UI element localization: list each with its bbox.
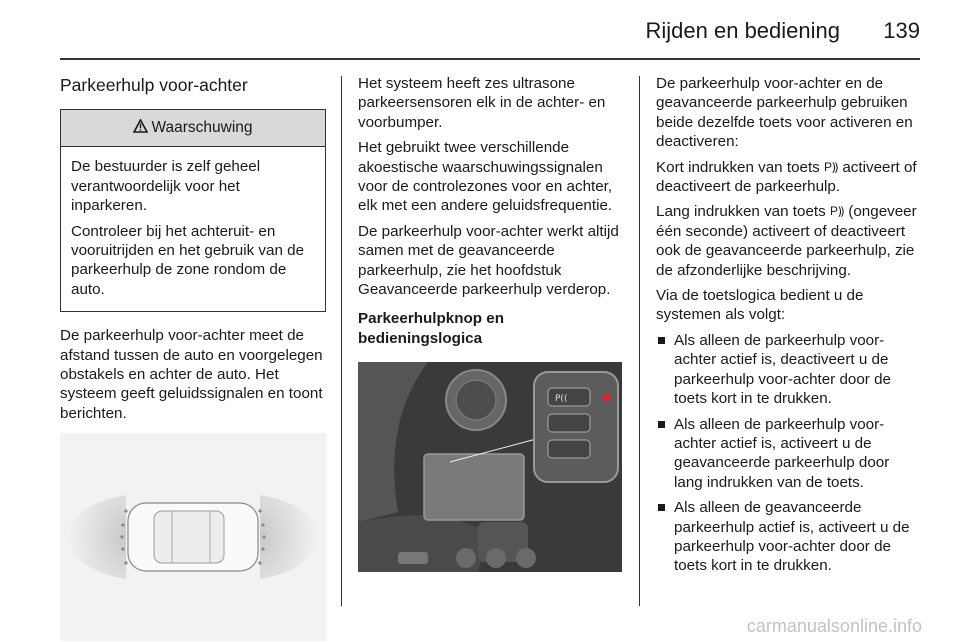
body-paragraph-1: De parkeerhulp voor-achter en de geavanceerde parkeerhulp gebruiken beide dezelfde toets voor activeren en deactiveren: <box>656 75 913 151</box>
warning-body <box>61 147 325 311</box>
parking-sensor-zones-illustration <box>60 433 326 641</box>
list-item <box>656 415 922 493</box>
list-item <box>656 331 922 409</box>
page-header <box>60 14 920 52</box>
text-segment: Lang indrukken van toets <box>656 203 826 221</box>
warning-text-2: Controleer bij het achteruit- en vooruitrijden en het gebruik van de parkeerhulp de zone rondom de auto. <box>71 222 305 298</box>
body-paragraph-4: Via de toetslogica bedient u de systemen als volgt: <box>656 287 864 324</box>
text-segment: activeert of deactiveert de parkeerhulp. <box>656 158 917 196</box>
page-number: 139 <box>883 18 920 43</box>
chapter-title: Rijden en bediening <box>645 18 840 43</box>
header-rule <box>60 58 920 60</box>
body-paragraph-2: Het gebruikt twee verschillende akoestische waarschuwingssignalen voor de controlezones voor en achter, elk met een andere geluidsfrequentie. <box>358 139 613 215</box>
body-paragraph-2 <box>656 158 922 197</box>
list-item-text: Als alleen de geavanceerde parkeerhulp actief is, activeert u de parkeerhulp voor-achter door de toets kort in te drukken. <box>674 499 910 575</box>
body-paragraph-3 <box>656 202 922 280</box>
bullet-square-icon <box>658 421 665 428</box>
subheading-line-2: bedieningslogica <box>358 329 483 347</box>
bullet-list <box>656 331 922 576</box>
parking-assist-button-icon: P⸩ <box>829 204 845 219</box>
column-divider-2 <box>639 76 640 606</box>
warning-header <box>61 110 325 147</box>
bullet-square-icon <box>658 337 665 344</box>
warning-triangle-icon <box>133 119 148 133</box>
bullet-square-icon <box>658 504 665 511</box>
body-paragraph: De parkeerhulp voor-achter meet de afstand tussen de auto en voorgelegen obstakels en achter de auto. Het systeem geeft geluidssignalen en toont berichten. <box>60 327 323 422</box>
section-title: Parkeerhulp voor-achter <box>60 75 248 95</box>
list-item <box>656 498 922 576</box>
text-segment: Kort indrukken van toets <box>656 158 820 176</box>
body-paragraph-3: De parkeerhulp voor-achter werkt altijd samen met de geavanceerde parkeerhulp, zie het hoofdstuk Geavanceerde parkeerhulp verderop. <box>358 222 619 299</box>
column-3 <box>656 74 922 582</box>
text-segment: (ongeveer één seconde) activeert of deactiveert ook de geavanceerde parkeerhulp, zie de afzonderlijke beschrijving. <box>656 203 917 279</box>
body-paragraph-1: Het systeem heeft zes ultrasone parkeersensoren elk in de achter- en voorbumper. <box>358 75 606 131</box>
column-1 <box>60 74 326 641</box>
subheading-line-1: Parkeerhulpknop en <box>358 310 505 328</box>
column-2 <box>358 74 622 572</box>
watermark: carmanualsonline.info <box>746 616 922 636</box>
dashboard-button-illustration <box>358 362 622 572</box>
warning-label: Waarschuwing <box>151 119 253 137</box>
subheading <box>358 309 622 348</box>
warning-text-1: De bestuurder is zelf geheel verantwoordelijk voor het inparkeren. <box>71 158 261 215</box>
parking-assist-button-icon: P⸩ <box>824 159 839 174</box>
svg-text:P((: P(( <box>555 394 568 405</box>
warning-box <box>60 109 326 312</box>
list-item-text: Als alleen de parkeerhulp voor-achter actief is, deactiveert u de parkeerhulp voor-achter door de toets kort in te drukken. <box>674 331 891 408</box>
column-divider-1 <box>341 76 342 606</box>
list-item-text: Als alleen de parkeerhulp voor-achter actief is, activeert u de geavanceerde parkeerhulp door lang indrukken van de toets. <box>674 415 890 491</box>
